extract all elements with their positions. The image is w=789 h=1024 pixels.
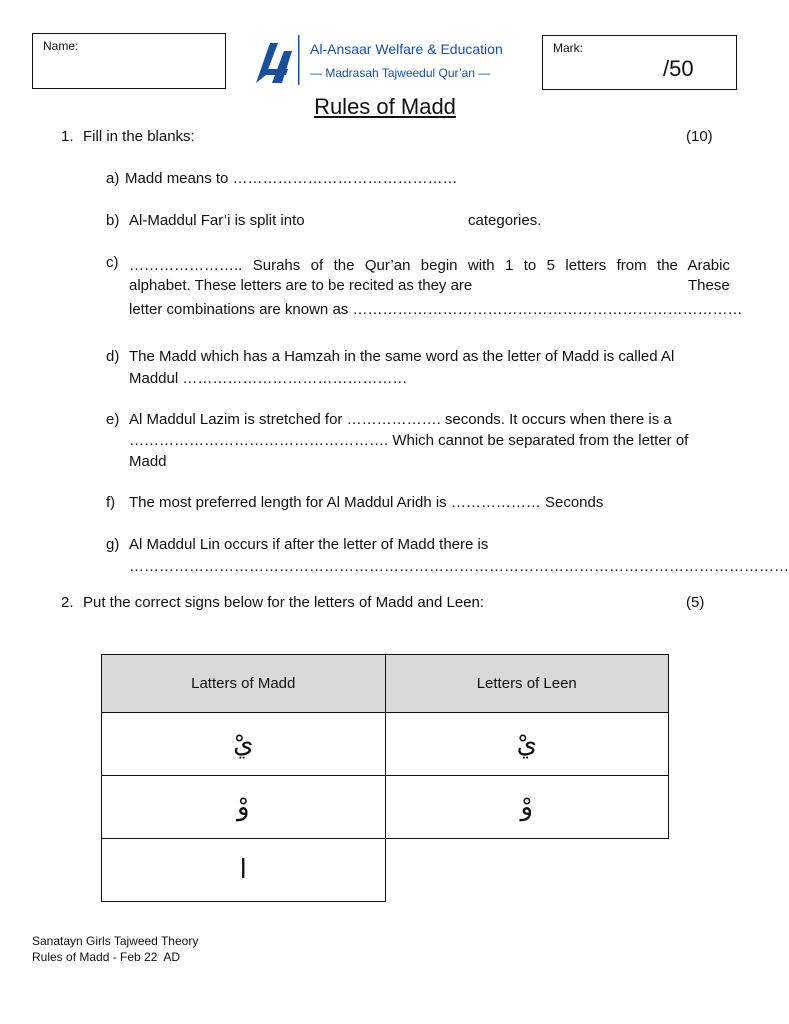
org-logo bbox=[250, 33, 503, 89]
q1f-text: The most preferred length for Al Maddul Aridh is ……………… Seconds bbox=[129, 494, 604, 511]
q1e-line2: ……………………………………………. Which cannot be separated from the letter of bbox=[129, 432, 689, 449]
madd-cell[interactable]: ا bbox=[102, 839, 386, 902]
q1c-line2-end: These bbox=[688, 277, 730, 294]
header-leen: Letters of Leen bbox=[385, 655, 669, 713]
q2-prompt: Put the correct signs below for the letters of Madd and Leen: bbox=[83, 594, 485, 611]
q1a-text: Madd means to ……………………………………… bbox=[125, 170, 458, 187]
q1b-text-start: Al-Maddul Far’i is split into bbox=[129, 212, 305, 229]
table-row bbox=[102, 839, 669, 902]
footer-line2: Rules of Madd - Feb 22 AD bbox=[32, 950, 181, 964]
leen-cell[interactable]: وْ bbox=[385, 776, 669, 839]
q1a-label: a) bbox=[106, 170, 120, 187]
leen-cell[interactable]: يْ bbox=[385, 713, 669, 776]
footer-line1: Sanatayn Girls Tajweed Theory bbox=[32, 934, 199, 948]
q1-number: 1. bbox=[61, 128, 74, 145]
footer bbox=[32, 933, 198, 965]
org-name: Al-Ansaar Welfare & Education bbox=[310, 41, 503, 57]
q1e-line3: Madd bbox=[129, 453, 167, 470]
q1d-line2: Maddul ……………………………………… bbox=[129, 370, 408, 387]
table-row bbox=[102, 776, 669, 839]
mark-field-box[interactable] bbox=[542, 35, 737, 90]
header-madd: Latters of Madd bbox=[102, 655, 386, 713]
q1b-label: b) bbox=[106, 212, 120, 229]
q1b-text-end: categories. bbox=[468, 212, 542, 229]
q1c-label: c) bbox=[106, 254, 119, 271]
q1d-line1: The Madd which has a Hamzah in the same word as the letter of Madd is called Al bbox=[129, 348, 675, 365]
empty-cell bbox=[385, 839, 669, 902]
q1g-label: g) bbox=[106, 536, 120, 553]
q1g-line1: Al Maddul Lin occurs if after the letter of Madd there is bbox=[129, 536, 489, 553]
q1c-line1: ………………….. Surahs of the Qur’an begin with 1 to 5 letters from the Arabic bbox=[129, 257, 730, 274]
q1d-label: d) bbox=[106, 348, 120, 365]
q1g-line2: …………………………………………………………………………………………………………………… bbox=[129, 558, 789, 575]
q1f-label: f) bbox=[106, 494, 116, 511]
q1e-line1: Al Maddul Lazim is stretched for ………………. seconds. It occurs when there is a bbox=[129, 411, 672, 428]
page-title: Rules of Madd bbox=[314, 94, 456, 119]
q1-prompt: Fill in the blanks: bbox=[83, 128, 195, 145]
org-logo-icon bbox=[250, 33, 302, 89]
name-label: Name: bbox=[43, 39, 79, 53]
mark-label: Mark: bbox=[553, 41, 583, 55]
mark-total: /50 bbox=[663, 56, 694, 81]
q2-number: 2. bbox=[61, 594, 74, 611]
madd-cell[interactable]: يْ bbox=[102, 713, 386, 776]
madd-cell[interactable]: وْ bbox=[102, 776, 386, 839]
name-field-box[interactable] bbox=[32, 33, 226, 89]
org-subtitle: — Madrasah Tajweedul Qur’an — bbox=[310, 66, 491, 80]
table-header-row bbox=[102, 655, 669, 713]
q1c-line2-start: alphabet. These letters are to be recited as they are bbox=[129, 277, 473, 294]
q1c-line3: letter combinations are known as …………………………………………………………………… bbox=[129, 301, 743, 318]
table-row bbox=[102, 713, 669, 776]
q1e-label: e) bbox=[106, 411, 120, 428]
letters-table bbox=[101, 654, 669, 902]
q2-marks: (5) bbox=[686, 594, 705, 611]
q1-marks: (10) bbox=[686, 128, 713, 145]
